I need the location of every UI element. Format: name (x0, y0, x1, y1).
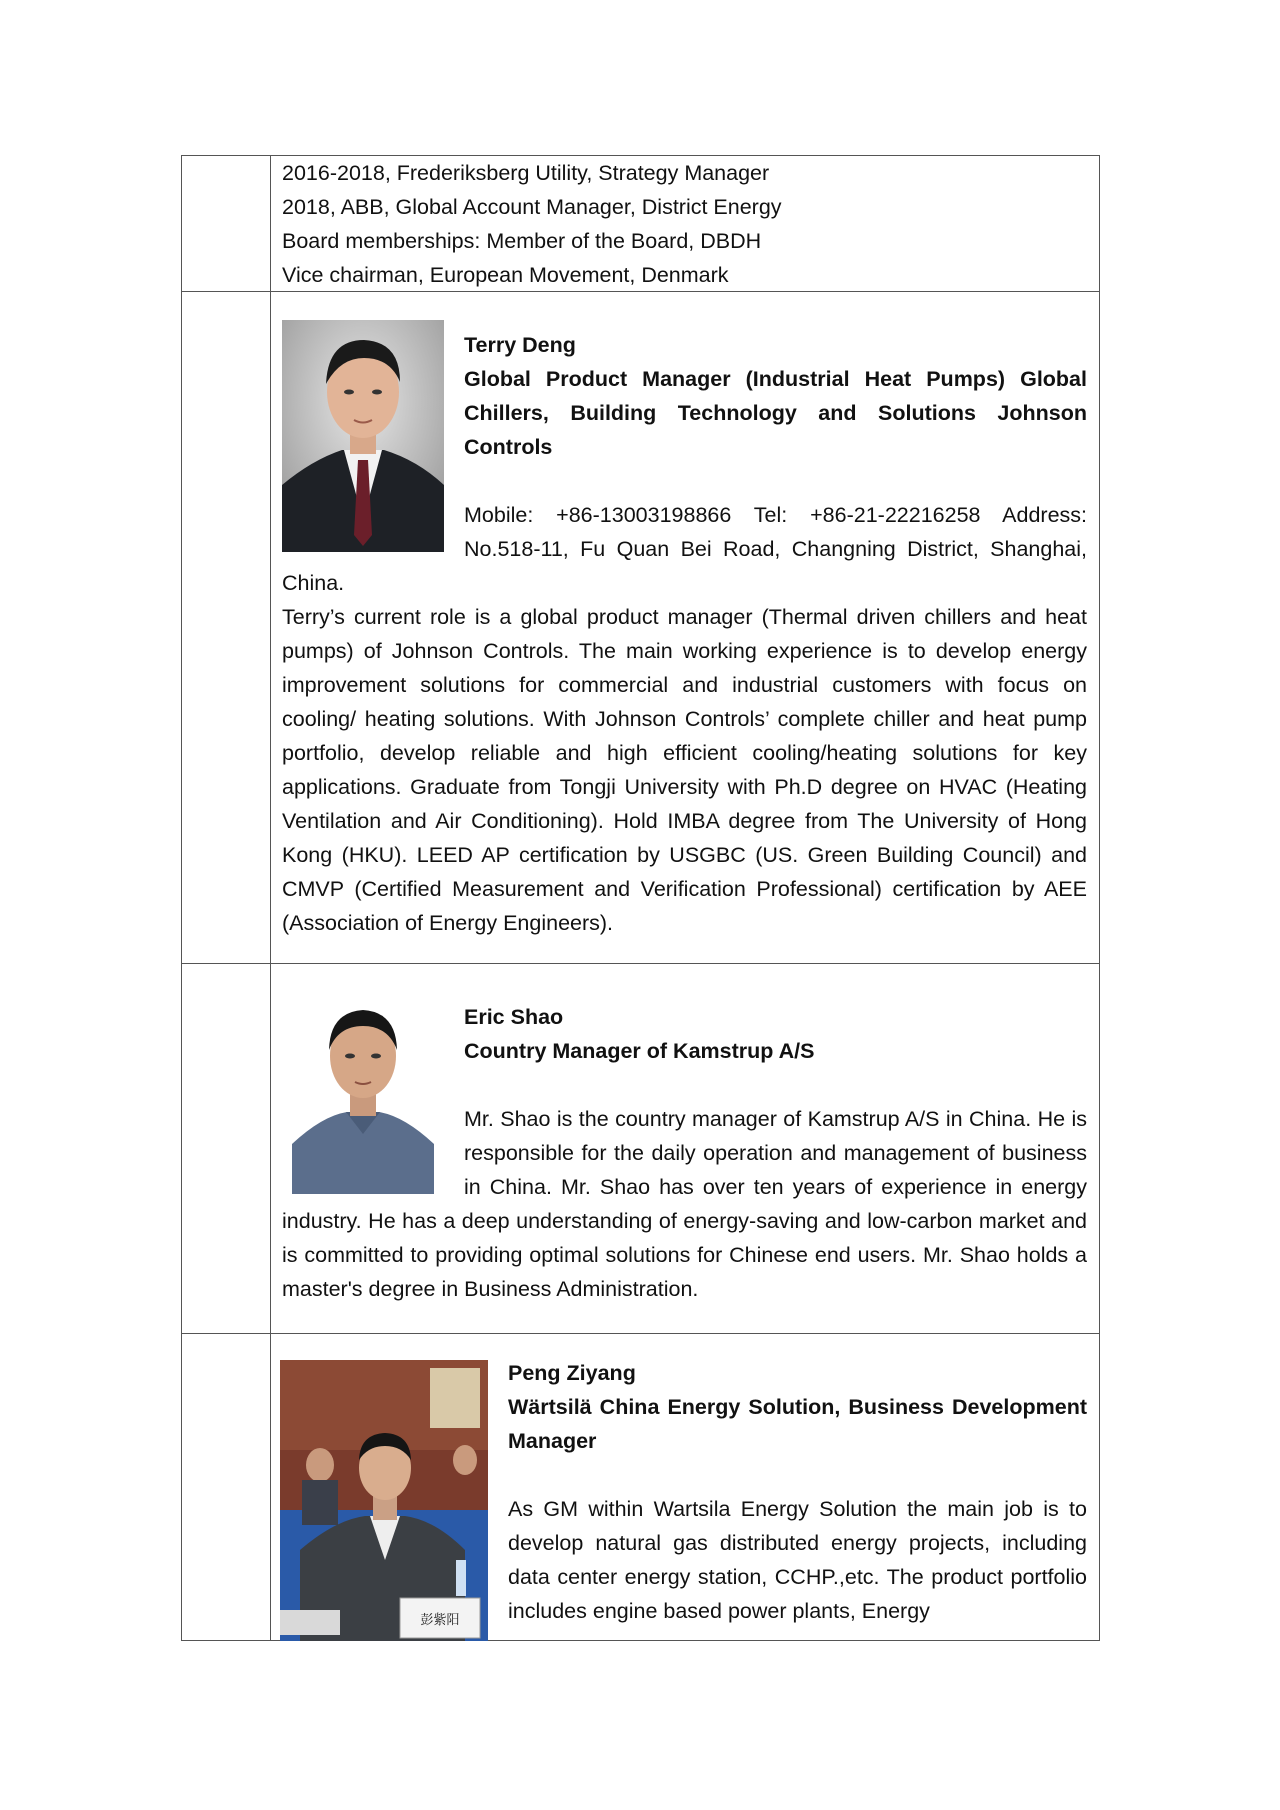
career-line: Vice chairman, European Movement, Denmark (282, 263, 729, 287)
event-photo (280, 1360, 488, 1641)
person-name: Terry Deng (464, 333, 576, 357)
career-line: Board memberships: Member of the Board, DBDH (282, 229, 762, 253)
person-name: Eric Shao (464, 1005, 564, 1029)
portrait-photo (282, 320, 444, 552)
person-bio: As GM within Wartsila Energy Solution the main job is to develop natural gas distributed energy projects, including data center energy station, CCHP.,etc. The product portfolio includes engine based power plants, Energy (508, 1497, 1087, 1623)
career-line: 2018, ABB, Global Account Manager, District Energy (282, 195, 782, 219)
column-divider (270, 156, 271, 1640)
career-list (282, 156, 1087, 292)
career-line: 2016-2018, Frederiksberg Utility, Strategy Manager (282, 161, 770, 185)
row-divider (182, 963, 1099, 964)
profile-terry-deng (282, 318, 1087, 940)
person-bio: Mr. Shao is the country manager of Kamstrup A/S in China. He is responsible for the daily operation and management of business in China. Mr. Shao has over ten years of experience in energy industry. He has a deep understanding of energy-saving and low-carbon market and is committed to providing optimal solutions for Chinese end users. Mr. Shao holds a master's degree in Business Administration. (282, 1107, 1087, 1301)
person-title: Country Manager of Kamstrup A/S (464, 1039, 815, 1063)
nameplate-text: 彭紫阳 (420, 1613, 460, 1628)
row-divider (182, 1333, 1099, 1334)
profile-table (181, 155, 1100, 1641)
person-name: Peng Ziyang (508, 1361, 636, 1385)
profile-peng-ziyang (280, 1346, 1087, 1641)
person-title: Global Product Manager (Industrial Heat Pumps) Global Chillers, Building Technology and Solutions Johnson Controls (464, 367, 1087, 459)
person-title: Wärtsilä China Energy Solution, Business Development Manager (508, 1395, 1087, 1453)
portrait-photo (282, 994, 444, 1194)
profile-eric-shao (282, 990, 1087, 1306)
person-bio: Terry’s current role is a global product manager (Thermal driven chillers and heat pumps) of Johnson Controls. The main working experience is to develop energy improvement solutions for commercial and industrial customers with focus on cooling/ heating solutions. With Johnson Controls’ complete chiller and heat pump portfolio, develop reliable and high efficient cooling/heating solutions for key applications. Graduate from Tongji University with Ph.D degree on HVAC (Heating Ventilation and Air Conditioning). Hold IMBA degree from The University of Hong Kong (HKU). LEED AP certification by USGBC (US. Green Building Council) and CMVP (Certified Measurement and Verification Professional) certification by AEE (Association of Energy Engineers). (282, 605, 1087, 935)
contact-info: Mobile: +86-13003198866 Tel: +86-21-22216258 Address: No.518-11, Fu Quan Bei Road, Changning District, Shanghai, China. (282, 503, 1087, 595)
